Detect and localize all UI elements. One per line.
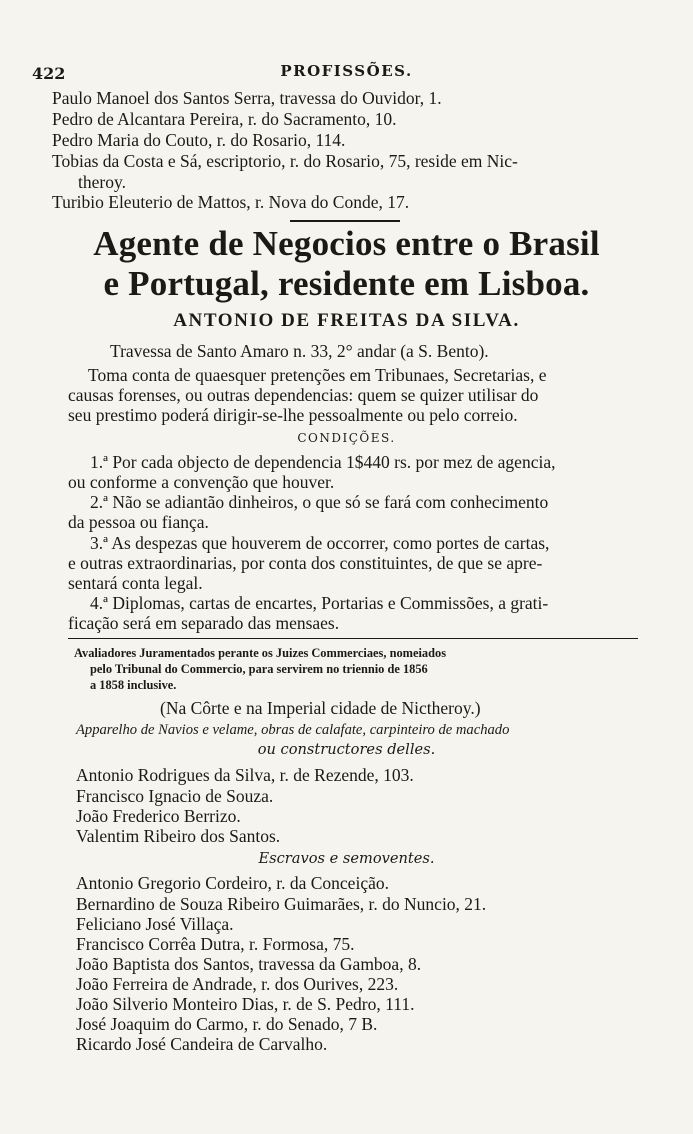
condition-line: ou conforme a convenção que houver. [68,472,335,492]
list-item: Paulo Manoel dos Santos Serra, travessa do Ouvidor, 1. [52,88,442,108]
evaluator-entry: Antonio Gregorio Cordeiro, r. da Conceição. [76,873,389,893]
list-item: Turibio Eleuterio de Mattos, r. Nova do Conde, 17. [52,192,410,212]
evaluator-entry: João Silverio Monteiro Dias, r. de S. Pedro, 111. [76,994,415,1014]
condition-line: 3.ª As despezas que houverem de occorrer, como portes de cartas, [90,533,550,553]
evaluators-notice-line: a 1858 inclusive. [90,678,177,692]
evaluator-entry: Ricardo José Candeira de Carvalho. [76,1034,328,1054]
list-item: Pedro de Alcantara Pereira, r. do Sacramento, 10. [52,109,397,129]
evaluator-entry: Francisco Corrêa Dutra, r. Formosa, 75. [76,934,355,954]
conditions-heading: CONDIÇÕES. [297,431,396,445]
advert-body-line: Toma conta de quaesquer pretenções em Tribunaes, Secretarias, e [88,365,547,385]
evaluator-entry: Francisco Ignacio de Souza. [76,786,274,806]
list-item: Pedro Maria do Couto, r. do Rosario, 114. [52,130,346,150]
evaluator-entry: João Ferreira de Andrade, r. dos Ourives, 223. [76,974,399,994]
evaluator-entry: João Frederico Berrizo. [76,806,241,826]
condition-line: ficação será em separado das mensaes. [68,613,340,633]
divider [68,638,638,639]
ornamental-rule [290,220,400,222]
evaluator-entry: Feliciano José Villaça. [76,914,234,934]
section-heading: Apparelho de Navios e velame, obras de calafate, carpinteiro de machado [76,722,510,738]
list-item-continuation: theroy. [78,172,126,192]
advert-body-line: causas forenses, ou outras dependencias: quem se quizer utilisar do [68,385,539,405]
list-item: Tobias da Costa e Sá, escriptorio, r. do Rosario, 75, reside em Nic- [52,151,518,171]
location-note: (Na Côrte e na Imperial cidade de Nictheroy.) [160,698,481,718]
agent-name: ANTONIO DE FREITAS DA SILVA. [173,310,520,331]
condition-line: e outras extraordinarias, por conta dos constituintes, de que se apre- [68,553,543,573]
condition-line: 4.ª Diplomas, cartas de encartes, Portarias e Commissões, a grati- [90,593,549,613]
evaluator-entry: José Joaquim do Carmo, r. do Senado, 7 B. [76,1014,378,1034]
section-heading: Escravos e semoventes. [258,850,435,867]
page-number: 422 [32,64,66,83]
section-heading-continuation: ou constructores delles. [257,741,436,758]
evaluators-notice-line: Avaliadores Juramentados perante os Juizes Commerciaes, nomeiados [74,646,447,660]
condition-line: 2.ª Não se adiantão dinheiros, o que só se fará com conhecimento [90,492,549,512]
condition-line: 1.ª Por cada objecto de dependencia 1$440 rs. por mez de agencia, [90,452,556,472]
advert-title-line1: Agente de Negocios entre o Brasil [93,224,600,263]
evaluator-entry: Bernardino de Souza Ribeiro Guimarães, r. do Nuncio, 21. [76,894,487,914]
condition-line: sentará conta legal. [68,573,203,593]
advert-title-line2: e Portugal, residente em Lisboa. [103,264,590,303]
evaluator-entry: Valentim Ribeiro dos Santos. [76,826,281,846]
running-title: PROFISSÕES. [280,62,413,80]
evaluator-entry: João Baptista dos Santos, travessa da Gamboa, 8. [76,954,422,974]
condition-line: da pessoa ou fiança. [68,512,209,532]
agent-address: Travessa de Santo Amaro n. 33, 2° andar (a S. Bento). [110,341,489,361]
advert-body-line: seu prestimo poderá dirigir-se-lhe pessoalmente ou pelo correio. [68,405,518,425]
evaluators-notice-line: pelo Tribunal do Commercio, para servirem no triennio de 1856 [90,662,428,676]
evaluator-entry: Antonio Rodrigues da Silva, r. de Rezende, 103. [76,765,414,785]
